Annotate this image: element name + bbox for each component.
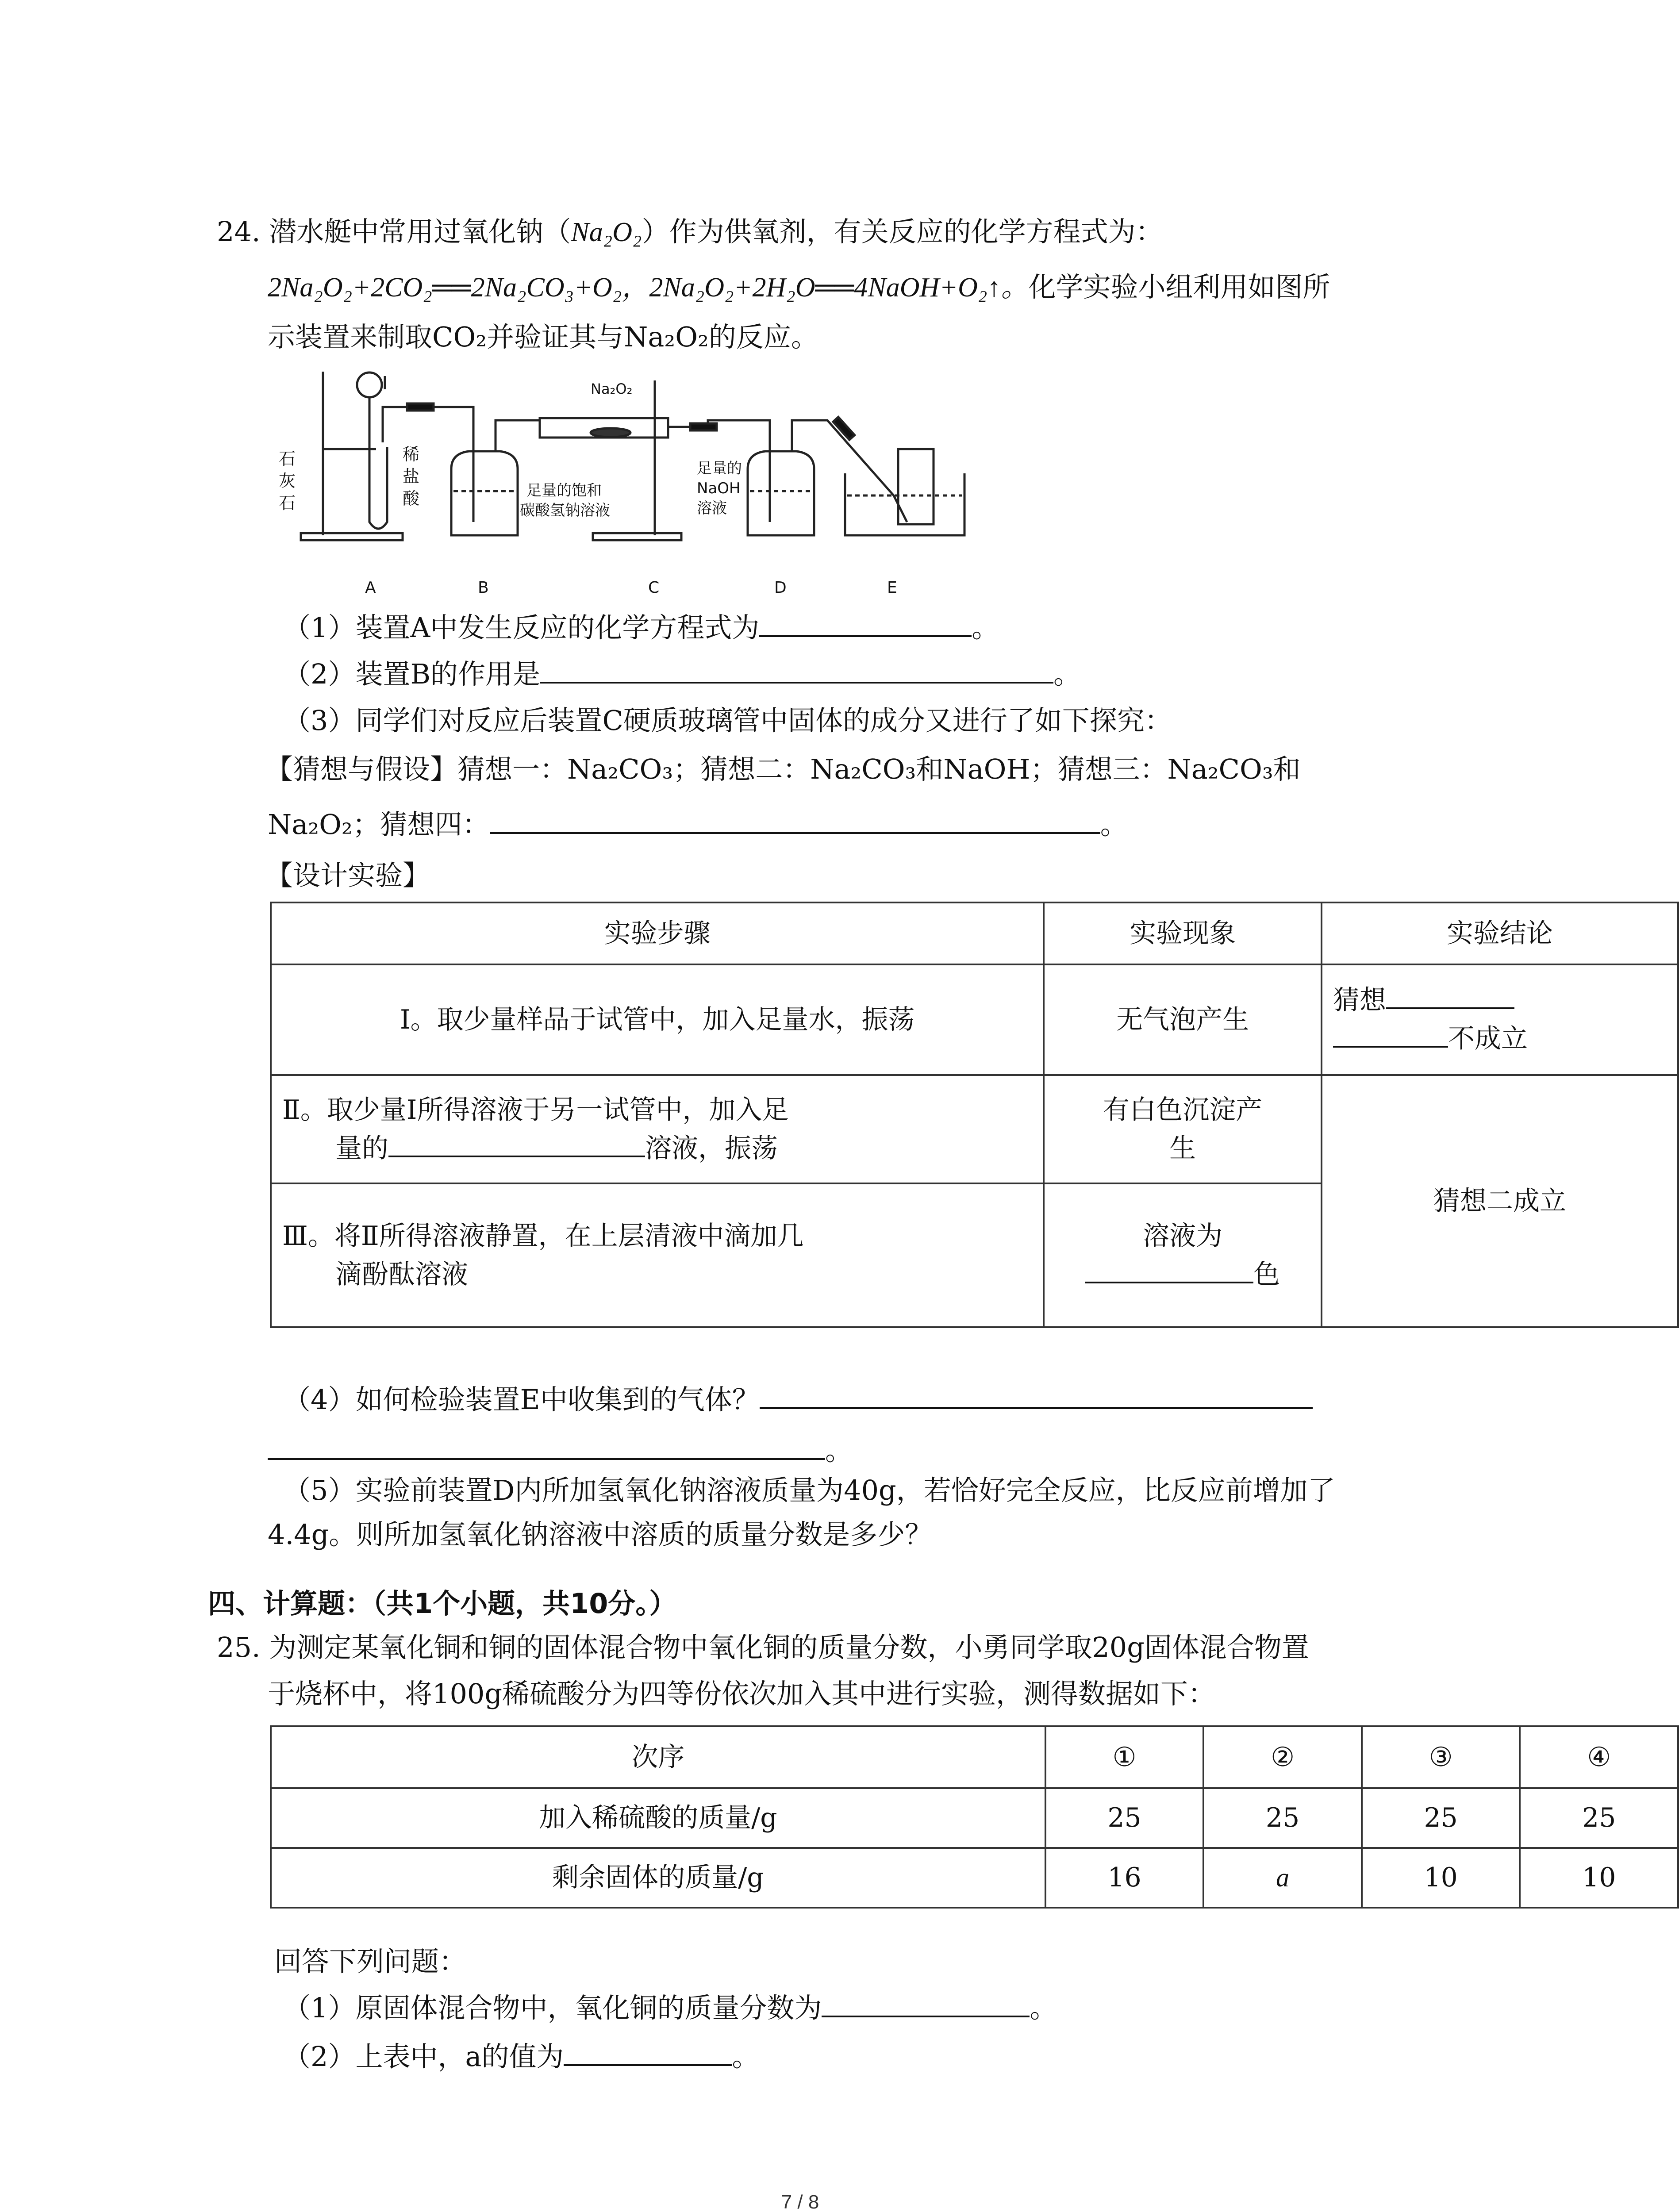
q24-part3: （3）同学们对反应后装置C硬质玻璃管中固体的成分又进行了如下探究：: [283, 704, 1172, 737]
q24-intro-end: ）作为供氧剂，有关反应的化学方程式为：: [642, 215, 1163, 248]
label-letter-a: A: [365, 579, 376, 597]
experiment-row-1: [271, 964, 1678, 1075]
row-solid-1: 16: [1045, 1848, 1204, 1908]
tube-a-b: [383, 407, 473, 451]
label-acid-3: 酸: [403, 489, 420, 508]
q25-line1-text: 为测定某氧化铜和铜的固体混合物中氧化铜的质量分数，小勇同学取20g固体混合物置: [269, 1631, 1309, 1663]
q24-part5-line2: 4.4g。则所加氢氧化钠溶液中溶质的质量分数是多少？: [268, 1518, 933, 1551]
q24-part4-text: （4）如何检验装置E中收集到的气体？: [283, 1383, 760, 1416]
answer-blank-4b[interactable]: [268, 1458, 825, 1460]
row3-obs-a: 溶液为: [1143, 1220, 1223, 1252]
q24-part4-end: 。: [825, 1434, 853, 1467]
row-solid-2: a: [1203, 1848, 1362, 1908]
header-observation: 实验现象: [1044, 902, 1322, 964]
answer-blank-q25-2[interactable]: [564, 2064, 732, 2066]
q24-part2-text: （2）装置B的作用是: [283, 658, 541, 690]
row1-conc-a: 猜想: [1333, 985, 1386, 1016]
row3-observation: [1044, 1183, 1322, 1327]
row2-step: [271, 1075, 1044, 1183]
apparatus-diagram: [265, 363, 973, 611]
experiment-table-header: [271, 902, 1678, 964]
q25-answer-1: [283, 1993, 1057, 2023]
bottle-d: [748, 451, 814, 535]
label-limestone-3: 石: [279, 493, 296, 513]
label-letter-d: D: [774, 579, 787, 597]
trough-e: [845, 473, 964, 535]
row23-conclusion: 猜想二成立: [1322, 1075, 1678, 1327]
row2-step-b: 量的: [335, 1133, 388, 1164]
answer-blank-row1a[interactable]: [1386, 1007, 1514, 1009]
label-d-2: NaOH: [697, 480, 741, 497]
page-number: 7 / 8: [781, 2191, 819, 2212]
q25-answer-intro: 回答下列问题：: [274, 1945, 467, 1978]
q24-na2o2: Na₂O₂: [571, 217, 642, 247]
row2-obs-b: 生: [1169, 1133, 1196, 1164]
answer-blank-2[interactable]: [540, 681, 1053, 684]
q24-line3: 示装置来制取CO₂并验证其与Na₂O₂的反应。: [268, 321, 818, 353]
label-letter-e: E: [887, 579, 897, 597]
tube-a-b-joint: [407, 403, 434, 411]
label-b-1: 足量的饱和: [526, 482, 602, 499]
q25-a1-end: 。: [1030, 1992, 1057, 2024]
row2-obs-a: 有白色沉淀产: [1103, 1094, 1263, 1125]
q25-answer-2: [283, 2042, 759, 2072]
q24-part2: [283, 659, 1081, 689]
q25-a2-text: （2）上表中，a的值为: [283, 2040, 564, 2073]
q24-part2-end: 。: [1053, 658, 1081, 690]
header-3: ③: [1362, 1726, 1520, 1788]
experiment-row-2: [271, 1075, 1678, 1183]
row-acid-1: 25: [1045, 1788, 1204, 1848]
q25-line1: [217, 1632, 1309, 1663]
row2-step-c: 溶液，振荡: [645, 1133, 778, 1164]
answer-blank-q25-1[interactable]: [822, 2015, 1030, 2017]
tube-c-d-joint: [690, 423, 717, 430]
row2-step-a: Ⅱ。取少量Ⅰ所得溶液于另一试管中，加入足: [282, 1094, 789, 1125]
q24-part1: [283, 613, 999, 643]
row3-obs-b: 色: [1253, 1259, 1280, 1290]
funnel-bulb: [357, 373, 382, 397]
stand-c-base: [593, 533, 681, 540]
label-d-1: 足量的: [697, 460, 742, 477]
label-letter-b: B: [478, 579, 489, 597]
header-steps: 实验步骤: [271, 902, 1044, 964]
test-tube-a: [369, 447, 387, 529]
label-acid-2: 盐: [403, 467, 420, 486]
q24-part1-text: （1）装置A中发生反应的化学方程式为: [283, 611, 760, 644]
experiment-table: [270, 902, 1679, 1328]
answer-blank-4a[interactable]: [760, 1407, 1313, 1409]
q24-eq-tail: 化学实验小组利用如图所: [1028, 271, 1330, 303]
row-acid-label: 加入稀硫酸的质量/g: [271, 1788, 1045, 1848]
answer-blank-row2[interactable]: [388, 1155, 645, 1157]
row1-observation: 无气泡产生: [1044, 964, 1322, 1075]
q24-hyp-text: Na₂O₂；猜想四：: [268, 808, 490, 841]
tube-c-d: [668, 420, 770, 451]
q24-hypothesis-line1: 【猜想与假设】猜想一：Na₂CO₃；猜想二：Na₂CO₃和NaOH；猜想三：Na₂CO₃和: [265, 753, 1301, 785]
data-table-header: [271, 1726, 1678, 1788]
table-row: [271, 1788, 1678, 1848]
data-table: [270, 1725, 1679, 1909]
row-solid-3: 10: [1362, 1848, 1520, 1908]
q25-line2: 于烧杯中，将100g稀硫酸分为四等份依次加入其中进行实验，测得数据如下：: [268, 1678, 1216, 1710]
label-d-3: 溶液: [697, 499, 727, 517]
answer-blank-1[interactable]: [759, 635, 972, 637]
row3-step-a: Ⅲ。将Ⅱ所得溶液静置，在上层清液中滴加几: [282, 1220, 804, 1252]
row-solid-label: 剩余固体的质量/g: [271, 1848, 1045, 1908]
tube-b-c: [496, 420, 540, 429]
row-acid-4: 25: [1520, 1788, 1678, 1848]
row3-step: [271, 1183, 1044, 1327]
q25-number: 25.: [217, 1631, 261, 1663]
q24-eq2: 2Na₂O₂+2H₂O══4NaOH+O₂↑。: [649, 273, 1029, 303]
header-2: ②: [1203, 1726, 1362, 1788]
q24-part5-line1: （5）实验前装置D内所加氢氧化钠溶液质量为40g，若恰好完全反应，比反应前增加了: [283, 1474, 1335, 1506]
row2-observation: [1044, 1075, 1322, 1183]
label-b-2: 碳酸氢钠溶液: [520, 502, 610, 519]
header-order: 次序: [271, 1726, 1045, 1788]
row1-conclusion: [1322, 964, 1678, 1075]
answer-blank-hyp4[interactable]: [490, 832, 1100, 834]
label-limestone-2: 灰: [279, 471, 296, 491]
q24-eq1: 2Na₂O₂+2CO₂══2Na₂CO₃+O₂，: [268, 273, 649, 303]
q25-a1-text: （1）原固体混合物中，氧化铜的质量分数为: [283, 1992, 822, 2024]
stand-a-base: [301, 533, 403, 540]
header-4: ④: [1520, 1726, 1678, 1788]
q24-number: 24.: [217, 215, 261, 248]
answer-blank-row3[interactable]: [1085, 1281, 1253, 1283]
header-conclusion: 实验结论: [1322, 902, 1678, 964]
q24-line1: [217, 217, 1163, 247]
row-acid-3: 25: [1362, 1788, 1520, 1848]
tube-d-e-joint: [833, 417, 855, 440]
row1-conc-b: 不成立: [1448, 1023, 1528, 1054]
row1-step: Ⅰ。取少量样品于试管中，加入足量水，振荡: [271, 964, 1044, 1075]
table-row: [271, 1848, 1678, 1908]
q24-line2: [268, 272, 1330, 303]
na2o2-powder: [591, 428, 630, 437]
q24-hyp-end: 。: [1100, 808, 1128, 841]
q24-intro: 潜水艇中常用过氧化钠（: [269, 215, 571, 248]
label-na2o2: Na₂O₂: [591, 380, 633, 397]
q25-a2-end: 。: [732, 2040, 760, 2073]
q24-part1-end: 。: [972, 611, 999, 644]
q24-design-heading: 【设计实验】: [265, 859, 430, 891]
q24-hypothesis-line2: [268, 810, 1128, 840]
answer-blank-row1b[interactable]: [1333, 1045, 1448, 1048]
header-1: ①: [1045, 1726, 1204, 1788]
label-acid-1: 稀: [403, 445, 420, 464]
row-acid-2: 25: [1203, 1788, 1362, 1848]
label-letter-c: C: [648, 579, 660, 597]
row-solid-4: 10: [1520, 1848, 1678, 1908]
q24-part4-line2: [268, 1436, 853, 1466]
label-limestone-1: 石: [279, 449, 296, 469]
section-4-heading: 四、计算题：（共1个小题，共10分。）: [208, 1587, 677, 1620]
q24-part4: [283, 1385, 1313, 1415]
row3-step-b: 滴酚酞溶液: [335, 1259, 468, 1290]
bottle-b: [451, 451, 518, 535]
